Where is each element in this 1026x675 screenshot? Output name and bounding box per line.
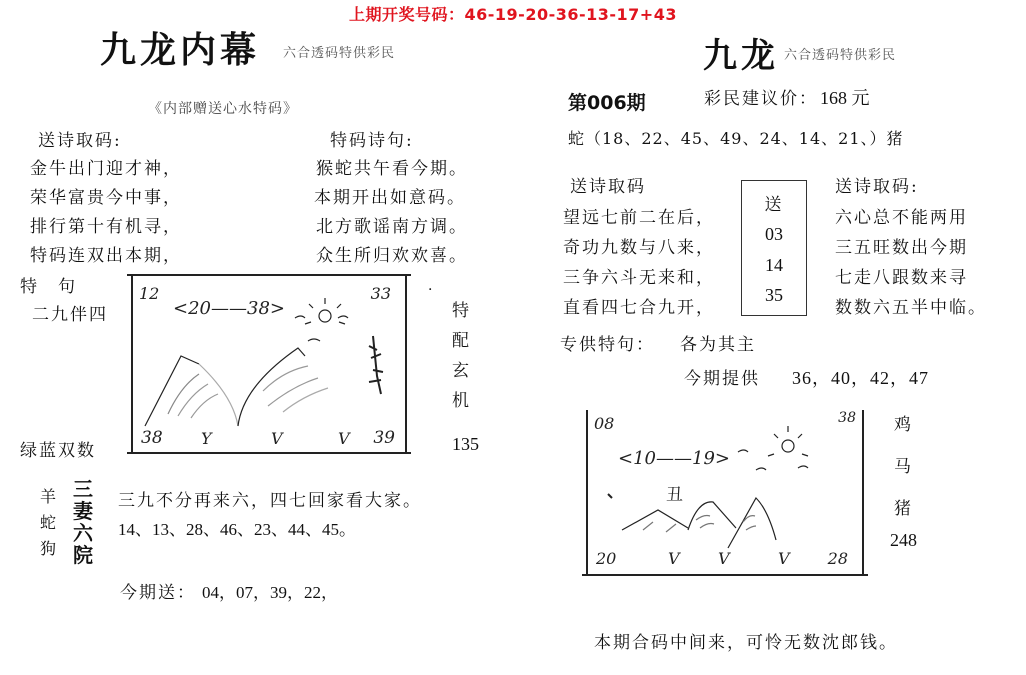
side-number: 135	[452, 434, 479, 454]
tema-poem-line: 猴蛇共午看今期。	[316, 159, 468, 179]
send-numbers: 04，07，39，22，	[202, 583, 338, 602]
special-label: 专供特句：	[560, 335, 655, 355]
zodiac: 羊	[40, 487, 59, 506]
dot-mark: ·	[428, 282, 433, 298]
sanqi-liuyuan	[73, 478, 93, 566]
right-poem-line: 奇功九数与八来，	[563, 238, 715, 258]
send-box-number: 14	[765, 254, 783, 275]
right-poem-line: 直看四七合九开，	[563, 298, 715, 318]
sketch-top-right-number: 38	[838, 410, 856, 426]
mountain-sketch-icon	[588, 410, 862, 574]
sanyuan-char: 院	[73, 543, 93, 567]
side-char: 机	[452, 391, 471, 411]
sketch-mid-char: 丑	[666, 485, 683, 505]
sketch-bottom-left-number: 20	[596, 549, 617, 568]
price-label: 彩民建议价：	[704, 89, 818, 109]
side-vertical-text	[452, 296, 471, 416]
left-poem-line: 金牛出门迎才神，	[30, 159, 182, 179]
footer-verse: 本期合码中间来，可怜无数沈郎钱。	[594, 633, 898, 653]
special-value: 各为其主	[680, 335, 756, 355]
sketch-bottom-right-number: 28	[827, 549, 848, 568]
zodiac-numbers-line: 蛇（18、22、45、49、24、14、21、）猪	[568, 129, 904, 148]
side-zodiac: 猪	[894, 499, 913, 519]
offer-label: 今期提供	[684, 369, 760, 389]
tema-poem-line: 众生所归欢欢喜。	[316, 246, 468, 266]
zodiac: 狗	[40, 539, 59, 558]
right-poem-line: 望远七前二在后，	[563, 208, 715, 228]
right-poem-heading: 送诗取码	[570, 177, 646, 197]
right-poem2-line: 七走八跟数来寻	[835, 268, 968, 288]
right-poem2-heading: 送诗取码:	[835, 177, 919, 197]
left-poem-line: 排行第十有机寻，	[30, 217, 182, 237]
sanyuan-char: 六	[73, 521, 93, 545]
left-poem-line: 荣华富贵今中事，	[30, 188, 182, 208]
tema-poem-heading: 特码诗句:	[330, 131, 414, 151]
left-poem-heading: 送诗取码:	[38, 131, 122, 151]
sketch-top-left-number: 12	[139, 284, 160, 303]
sketch-mark: V	[778, 549, 790, 568]
left-subtitle: 六合透码特供彩民	[283, 46, 396, 61]
send-number-box	[741, 180, 807, 316]
tema-poem-line: 北方歌谣南方调。	[316, 217, 468, 237]
numbers-line: 14、13、28、46、23、44、45。	[118, 520, 356, 539]
sketch-range: <20——38>	[173, 298, 285, 319]
left-poem-line: 特码连双出本期，	[30, 246, 182, 266]
special-phrase-label: 特 句	[20, 277, 77, 297]
left-section-header: 《内部赠送心水特码》	[148, 101, 298, 117]
zodiac-column	[40, 484, 58, 562]
right-poem-line: 三争六斗无来和，	[563, 268, 715, 288]
sketch-top-left-number: 08	[594, 414, 615, 433]
issue-number: 第006期	[568, 92, 646, 114]
right-title: 九龙	[703, 36, 779, 76]
left-title: 九龙内幕	[100, 29, 261, 71]
price-value: 168 元	[820, 88, 870, 108]
offer-numbers: 36，40，42，47	[792, 368, 929, 388]
special-phrase-value: 二九伴四	[32, 305, 108, 325]
sketch-mark: V	[338, 429, 350, 448]
right-poem2-line: 数数六五半中临。	[835, 298, 987, 318]
right-side-number: 248	[890, 530, 917, 550]
right-poem2-line: 三五旺数出今期	[835, 238, 968, 258]
zodiac: 蛇	[40, 513, 59, 532]
side-char: 玄	[452, 361, 471, 381]
sketch-range: <10——19>	[618, 448, 730, 469]
sketch-mark: V	[718, 549, 730, 568]
send-box-label: 送	[764, 194, 784, 215]
side-char: 配	[452, 331, 471, 351]
sketch-mark: V	[271, 429, 283, 448]
right-subtitle: 六合透码特供彩民	[784, 48, 897, 63]
send-label: 今期送：	[120, 583, 196, 603]
last-draw-banner: 上期开奖号码：46-19-20-36-13-17+43	[349, 5, 677, 24]
sketch-mark: Y	[201, 429, 212, 448]
sketch-mark: V	[668, 549, 680, 568]
verse: 三九不分再来六，四七回家看大家。	[118, 491, 422, 511]
side-char: 特	[452, 301, 471, 321]
sanyuan-char: 妻	[73, 499, 93, 523]
sketch-top-right-number: 33	[370, 284, 391, 303]
right-sketch-box	[586, 410, 864, 574]
green-blue-label: 绿蓝双数	[20, 441, 96, 461]
sketch-bottom-right-number: 39	[373, 428, 395, 448]
right-poem2-line: 六心总不能两用	[835, 208, 968, 228]
tema-poem-line: 本期开出如意码。	[314, 188, 466, 208]
left-sketch-box	[131, 276, 407, 452]
sketch-bottom-left-number: 38	[141, 428, 163, 448]
send-box-number: 03	[765, 224, 783, 245]
mountain-sketch-icon	[133, 276, 405, 452]
sanyuan-char: 三	[73, 477, 93, 501]
send-box-number: 35	[765, 285, 783, 306]
right-side-zodiacs	[894, 404, 913, 530]
side-zodiac: 鸡	[894, 415, 913, 435]
side-zodiac: 马	[894, 457, 913, 477]
